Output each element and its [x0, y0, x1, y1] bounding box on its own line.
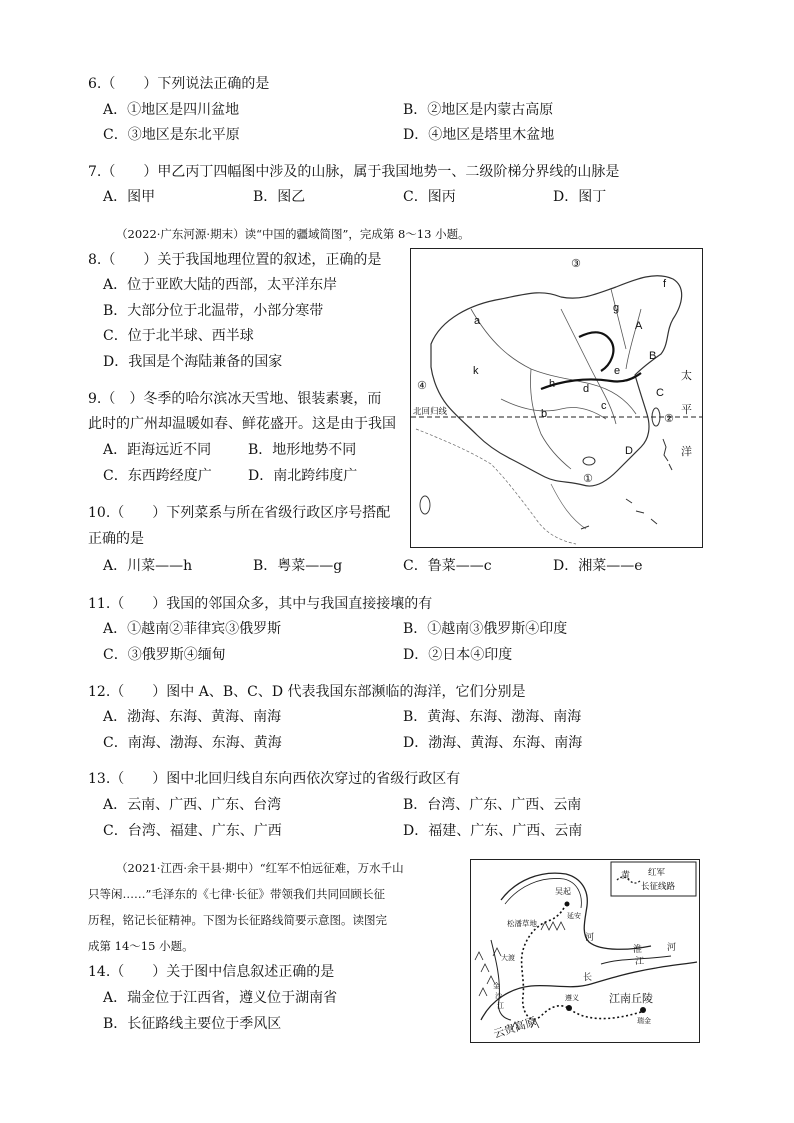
label-ruijin: 瑞金 [637, 1018, 651, 1025]
label-sea-b: B [649, 350, 657, 362]
q12-stem: 12.（ ）图中 A、B、C、D 代表我国东部濒临的海洋，它们分别是 [88, 684, 526, 700]
q12-option-b: B．黄海、东海、渤海、南海 [403, 709, 582, 725]
q9-option-c: C．东西跨经度广 [103, 468, 212, 484]
q10-option-d: D．湘菜——e [553, 558, 643, 574]
label-b: b [541, 408, 548, 420]
long-march-map [470, 859, 700, 1043]
ruijin-dot [640, 1007, 646, 1013]
q13-option-d: D．福建、广东、广西、云南 [403, 823, 583, 839]
label-he-huai: 河 [667, 942, 677, 952]
boundary-line [591, 384, 636, 414]
q8-option-c: C．位于北半球、西半球 [103, 328, 254, 344]
q11-option-d: D．②日本④印度 [403, 647, 513, 663]
label-jiang: 江 [635, 956, 645, 966]
philippines-islands [663, 439, 672, 470]
q13-stem: 13.（ ）图中北回归线自东向西依次穿过的省级行政区有 [88, 771, 461, 787]
mountain-symbols [475, 922, 565, 1030]
label-circle-4: ④ [417, 380, 427, 392]
label-jiang2: 江 [497, 1003, 504, 1010]
sri-lanka-island [420, 496, 430, 514]
label-jin: 金 [493, 983, 500, 990]
q11-option-c: C．③俄罗斯④缅甸 [103, 647, 226, 663]
q14-option-a: A．瑞金位于江西省，遵义位于湖南省 [103, 990, 338, 1006]
label-wuqi: 吴起 [555, 887, 571, 896]
label-d: d [583, 383, 590, 395]
label-circle-3: ③ [571, 258, 581, 270]
label-he-yellow: 河 [585, 932, 595, 942]
label-e: e [614, 365, 621, 377]
label-sea-a: A [635, 320, 643, 332]
label-chang: 长 [583, 972, 593, 982]
q10-stem-line1: 10.（ ）下列菜系与所在省级行政区序号搭配 [88, 505, 391, 521]
q7-option-a: A．图甲 [103, 189, 156, 205]
highlight-border [579, 332, 613, 371]
label-g: g [613, 302, 620, 314]
q10-stem-line2: 正确的是 [88, 531, 144, 547]
wuqi-dot [565, 902, 570, 907]
q7-stem: 7.（ ）甲乙丙丁四幅图中涉及的山脉，属于我国地势一、二级阶梯分界线的山脉是 [88, 164, 620, 180]
q9-stem-line1: 9.（ ）冬季的哈尔滨冰天雪地、银装素裹，而 [88, 391, 382, 407]
china-outline [431, 276, 682, 486]
q6-stem: 6.（ ）下列说法正确的是 [88, 76, 270, 92]
q6-option-d: D．④地区是塔里木盆地 [403, 127, 555, 143]
source-note-1: （2022·广东河源·期末）读“中国的疆域简图”，完成第 8～13 小题。 [116, 227, 470, 241]
q6-option-a: A．①地区是四川盆地 [103, 102, 240, 118]
source-note-2-line1: （2021·江西·余干县·期中）“红军不怕远征难，万水千山 [116, 861, 404, 875]
highlight-border [541, 373, 641, 389]
label-sha: 沙 [495, 993, 502, 1000]
boundary-line [626, 309, 641, 369]
label-h: h [549, 378, 556, 390]
legend-label-2: 长征线路 [641, 881, 676, 891]
label-k: k [473, 365, 479, 377]
q9-stem-line2: 此时的广州却温暖如春、鲜花盛开。这是由于我国 [88, 416, 396, 432]
boundary-line [501, 399, 606, 419]
source-note-2-line2: 只等闲……”毛泽东的《七律·长征》带领我们共同回顾长征 [88, 887, 386, 901]
q12-option-d: D．渤海、黄海、东海、南海 [403, 735, 583, 751]
q8-option-b: B．大部分位于北温带，小部分寒带 [103, 303, 324, 319]
label-songpan: 松潘草地 [507, 919, 537, 928]
q8-stem: 8.（ ）关于我国地理位置的叙述，正确的是 [88, 252, 382, 268]
q7-option-c: C．图丙 [403, 189, 456, 205]
label-circle-1: ① [583, 473, 593, 485]
label-pacific-1: 太 [681, 370, 692, 382]
q11-option-b: B．①越南③俄罗斯④印度 [403, 621, 568, 637]
label-sea-c: C [656, 387, 664, 399]
q9-option-b: B．地形地势不同 [248, 442, 357, 458]
q12-option-c: C．南海、渤海、东海、黄海 [103, 735, 282, 751]
q8-option-d: D．我国是个海陆兼备的国家 [103, 354, 283, 370]
islands-marks [581, 499, 657, 529]
yangtze-river [481, 962, 697, 1020]
label-yungui: 云贵高原 [492, 1015, 538, 1041]
label-sea-d: D [625, 445, 633, 457]
label-c: c [601, 400, 607, 412]
label-pacific-2: 平 [681, 404, 692, 416]
label-f: f [663, 278, 667, 290]
label-yanan: 延安 [567, 913, 581, 920]
label-tropic: 北回归线 [413, 406, 448, 416]
label-a: a [474, 315, 481, 327]
label-circle-2: ② [664, 413, 674, 425]
q12-option-a: A．渤海、东海、黄海、南海 [103, 709, 282, 725]
q7-option-d: D．图丁 [553, 189, 607, 205]
q14-option-b: B．长征路线主要位于季风区 [103, 1016, 282, 1032]
legend-label-1: 红军 [648, 867, 666, 877]
q9-option-a: A．距海远近不同 [103, 442, 212, 458]
q13-option-a: A．云南、广西、广东、台湾 [103, 797, 282, 813]
q6-option-b: B．②地区是内蒙古高原 [403, 102, 554, 118]
q13-option-b: B．台湾、广东、广西、云南 [403, 797, 582, 813]
neighbor-border [551, 484, 586, 529]
q11-option-a: A．①越南②菲律宾③俄罗斯 [103, 621, 282, 637]
q9-option-d: D．南北跨纬度广 [248, 468, 358, 484]
hainan-island [583, 457, 595, 465]
q8-option-a: A．位于亚欧大陆的西部，太平洋东岸 [103, 277, 338, 293]
q10-option-b: B．粤菜——g [253, 558, 343, 574]
q13-option-c: C．台湾、福建、广东、广西 [103, 823, 282, 839]
zunyi-dot [566, 1005, 572, 1011]
label-jiangnan: 江南丘陵 [609, 993, 653, 1005]
label-huai: 淮 [633, 944, 643, 954]
china-territory-map [410, 248, 703, 548]
long-march-map-drawing [471, 860, 699, 1042]
source-note-2-line4: 成第 14～15 小题。 [88, 939, 194, 953]
source-note-2-line3: 历程，铭记长征精神。下图为长征路线简要示意图。读图完 [88, 913, 387, 927]
q14-stem: 14.（ ）关于图中信息叙述正确的是 [88, 964, 335, 980]
q7-option-b: B．图乙 [253, 189, 306, 205]
q10-option-c: C．鲁菜——c [403, 558, 492, 574]
boundary-line [611, 289, 626, 349]
q11-stem: 11.（ ）我国的邻国众多，其中与我国直接接壤的有 [88, 596, 433, 612]
label-zunyi: 遵义 [565, 995, 579, 1002]
label-pacific-3: 洋 [681, 446, 692, 458]
label-huang: 黄 [621, 870, 631, 880]
china-territory-map-drawing [411, 249, 702, 547]
label-dadu: 大渡 [501, 955, 515, 962]
q6-option-c: C．③地区是东北平原 [103, 127, 240, 143]
q10-option-a: A．川菜——h [103, 558, 193, 574]
